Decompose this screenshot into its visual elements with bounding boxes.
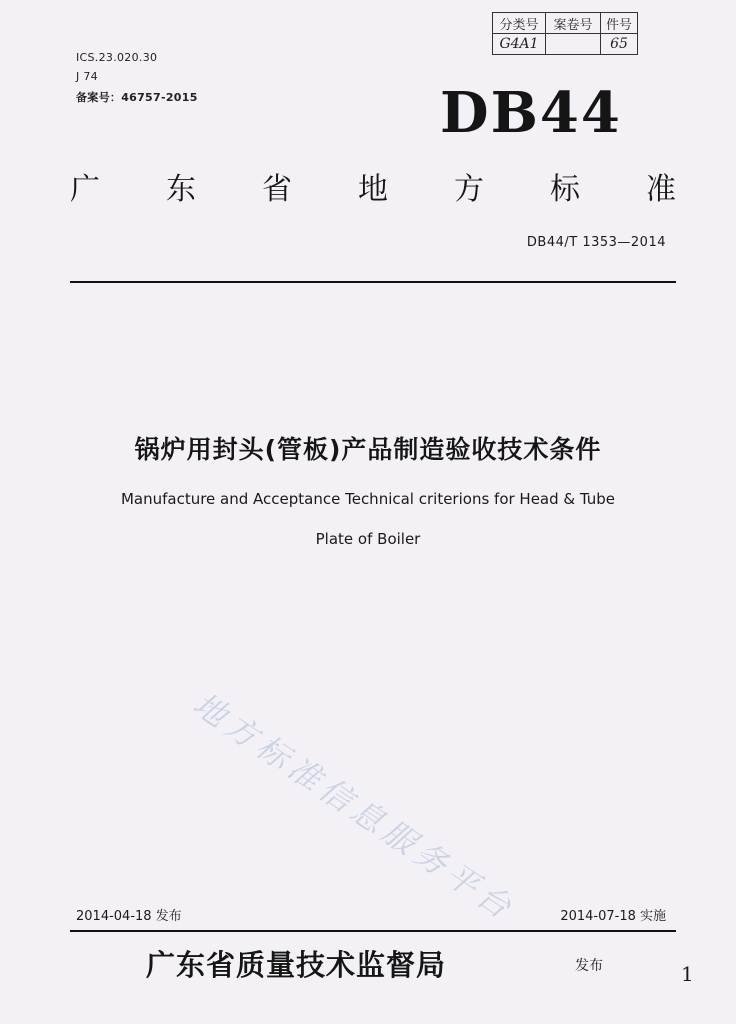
issue-label: 发布 [575,958,603,974]
province-title-char: 东 [166,172,196,207]
province-title-char: 准 [646,172,676,207]
ccs-code: J 74 [76,70,98,83]
watermark-text: 地方标准信息服务平台 [186,684,523,929]
province-title-char: 广 [70,172,100,207]
stamp-value-item: 65 [601,34,638,55]
province-title-char: 省 [262,172,292,207]
standard-code-logo: DB44 [440,80,622,146]
bottom-divider [70,930,676,932]
stamp-value-row [493,34,638,55]
stamp-header-row [493,13,638,34]
document-title-english-line1: Manufacture and Acceptance Technical criterions for Head & Tube [120,490,616,508]
standard-number: DB44/T 1353—2014 [526,235,666,250]
release-date: 2014-04-18 发布 [76,909,182,924]
stamp-value-file [546,34,601,55]
document-title-chinese: 锅炉用封头(管板)产品制造验收技术条件 [134,435,602,464]
page-number: 1 [681,962,694,986]
stamp-value-category: G4A1 [493,34,546,55]
stamp-header-category: 分类号 [493,13,546,34]
province-title-char: 地 [358,172,388,207]
province-title-char: 标 [550,172,580,207]
issuing-authority: 广东省质量技术监督局 [146,948,447,982]
top-divider [70,281,676,283]
stamp-header-item: 件号 [601,13,638,34]
archive-stamp-table [492,12,638,55]
document-title-english-line2: Plate of Boiler [315,530,421,548]
province-title-char: 方 [454,172,484,207]
stamp-header-file: 案卷号 [546,13,601,34]
record-number: 备案号：46757-2015 [76,91,198,104]
implementation-date: 2014-07-18 实施 [560,909,666,924]
ics-code: ICS.23.020.30 [76,51,158,64]
province-standard-title [70,164,676,208]
